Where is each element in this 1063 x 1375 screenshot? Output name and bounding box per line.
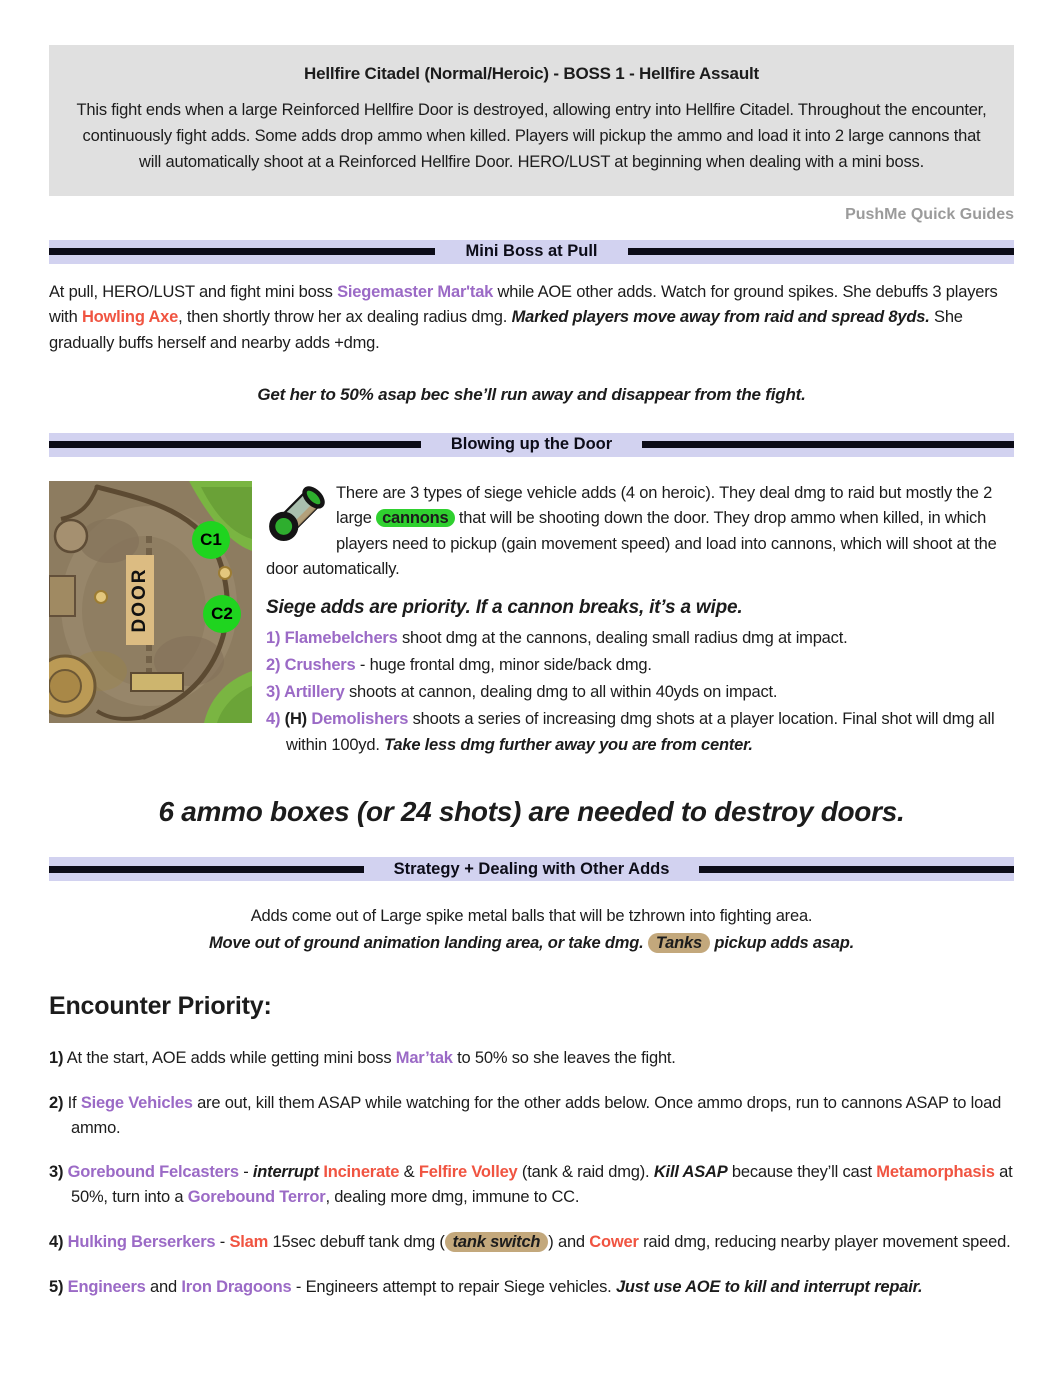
siege-vehicles-intro-text: There are 3 types of siege vehicle adds (4 on heroic). They deal dmg to raid but mostly the 2 large cannons that will be shooting down the door. They drop ammo when killed, in which players need to pickup (gain movement speed) and load into cannons, which will shoot at the door automatically.	[266, 483, 997, 579]
list-item-crushers: 2) Crushers - huge frontal dmg, minor side/back dmg.	[266, 656, 652, 675]
divider-line	[628, 248, 1014, 255]
section-header-mini-boss	[49, 240, 1014, 264]
encounter-priority-heading: Encounter Priority:	[49, 992, 272, 1021]
siege-vehicles-intro	[266, 481, 1014, 583]
boss-summary-text: This fight ends when a large Reinforced Hellfire Door is destroyed, allowing entry into Hellfire Citadel. Throughout the encounter, continuously fight adds. Some adds drop ammo when killed. Players will pickup the ammo and load it into 2 large cannons that will automatically shoot at a Reinforced Hellfire Door. HERO/LUST at beginning when dealing with a mini boss.	[76, 101, 987, 172]
boss-title: Hellfire Citadel (Normal/Heroic) - BOSS 1 - Hellfire Assault	[304, 64, 759, 83]
strategy-line-1: Adds come out of Large spike metal balls that will be tzhrown into fighting area.	[250, 907, 813, 926]
priority-item-3: 3) Gorebound Felcasters - interrupt Incinerate & Felfire Volley (tank & raid dmg). Kill ASAP because they’ll cast Metamorphasis at 50%, turn into a Gorebound Terror, dealing more dmg, immune to CC.	[49, 1163, 1013, 1207]
arena-map	[49, 481, 252, 723]
section-title: Strategy + Dealing with Other Adds	[393, 859, 670, 878]
door-section-body	[49, 481, 1014, 760]
divider-line	[699, 866, 1014, 873]
list-item-artillery: 3) Artillery shoots at cannon, dealing dmg to all within 40yds on impact.	[266, 683, 778, 702]
brand-label: PushMe Quick Guides	[845, 205, 1014, 223]
section-title: Mini Boss at Pull	[465, 242, 598, 261]
siege-priority-line: Siege adds are priority. If a cannon breaks, it’s a wipe.	[266, 596, 743, 618]
list-item-demolishers: 4) (H) Demolishers shoots a series of increasing dmg shots at a player location. Final shot will dmg all within 100yd. Take less dmg further away you are from center.	[266, 710, 995, 754]
boss-summary-box	[49, 45, 1014, 196]
mini-boss-callout: Get her to 50% asap bec she’ll run away and disappear from the fight.	[257, 385, 806, 405]
cannon-2-marker: C2	[203, 595, 241, 633]
ammo-callout: 6 ammo boxes (or 24 shots) are needed to destroy doors.	[158, 795, 905, 827]
divider-line	[642, 441, 1014, 448]
priority-item-5: 5) Engineers and Iron Dragoons - Engineers attempt to repair Siege vehicles. Just use AOE to kill and interrupt repair.	[49, 1277, 923, 1296]
siege-adds-list	[266, 626, 1014, 757]
encounter-priority-list	[49, 1046, 1014, 1299]
priority-item-4: 4) Hulking Berserkers - Slam 15sec debuff tank dmg ( tank switch ) and Cower raid dmg, reducing nearby player movement speed.	[49, 1232, 1011, 1251]
priority-item-1: 1) At the start, AOE adds while getting mini boss Mar’tak to 50% so she leaves the fight.	[49, 1049, 676, 1068]
divider-line	[49, 441, 421, 448]
cannon-1-marker: C1	[192, 521, 230, 559]
door-text-column	[252, 481, 1014, 760]
section-title: Blowing up the Door	[450, 435, 613, 454]
section-header-door	[49, 433, 1014, 457]
divider-line	[49, 248, 435, 255]
priority-item-2: 2) If Siege Vehicles are out, kill them ASAP while watching for the other adds below. Once ammo drops, run to cannons ASAP to load ammo.	[49, 1093, 1002, 1137]
cannon-icon	[266, 483, 328, 545]
brand-row	[49, 206, 1014, 224]
section-header-strategy	[49, 857, 1014, 881]
list-item-flamebelchers: 1) Flamebelchers shoot dmg at the cannons, dealing small radius dmg at impact.	[266, 629, 848, 648]
mini-boss-paragraph: At pull, HERO/LUST and fight mini boss Siegemaster Mar'tak while AOE other adds. Watch for ground spikes. She debuffs 3 players with Howling Axe, then shortly throw her ax dealing radius dmg. Marked players move away from raid and spread 8yds. She gradually buffs herself and nearby adds +dmg.	[49, 282, 998, 352]
door-label: DOOR	[126, 555, 154, 645]
strategy-intro	[49, 903, 1014, 957]
strategy-line-2: Move out of ground animation landing area, or take dmg. Tanks pickup adds asap.	[208, 934, 855, 953]
divider-line	[49, 866, 364, 873]
